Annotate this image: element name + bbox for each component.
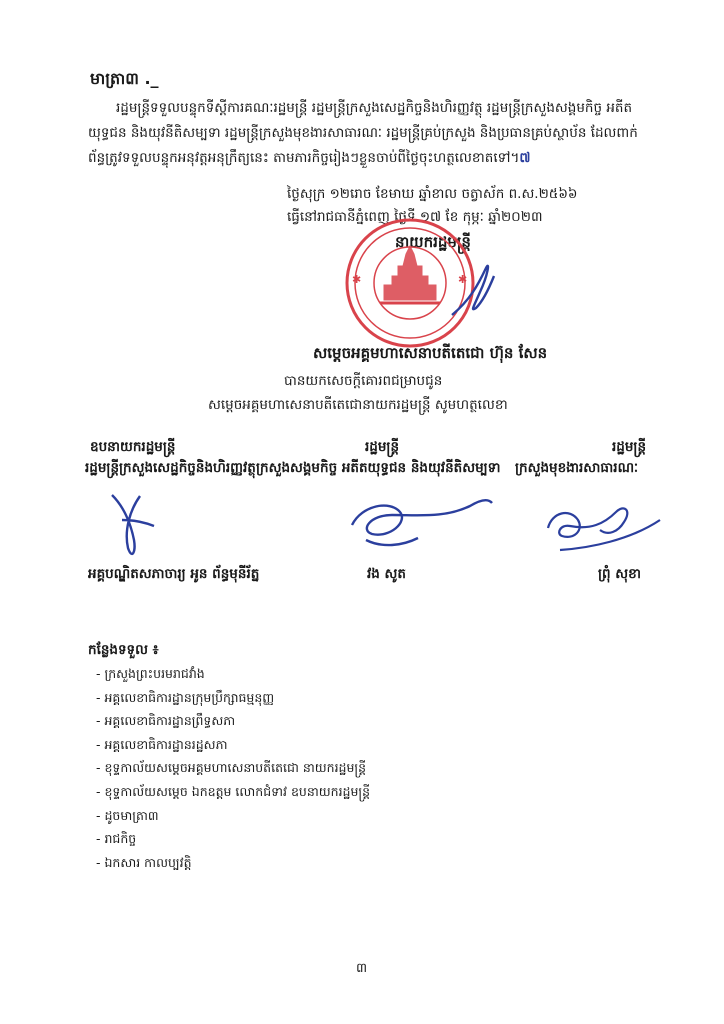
- list-item: - អគ្គលេខាធិការដ្ឋានព្រឹទ្ធសភា: [96, 709, 370, 733]
- royal-seal: [347, 220, 473, 346]
- list-item: - ខុទ្ទកាល័យសម្តេចអគ្គមហាសេនាបតីតេជោ នាយករដ្ឋមន្ត្រី: [96, 756, 370, 780]
- handwritten-number: ៧: [519, 150, 531, 166]
- page-number: ៣: [356, 961, 368, 976]
- lunar-date: ថ្ងៃសុក្រ ១២រោច ខែមាឃ ឆ្នាំខាល ចត្វាស័ក ព.ស.២៥៦៦: [287, 186, 578, 202]
- signatory-2-title: រដ្ឋមន្ត្រី: [365, 439, 400, 455]
- signatory-1-title: ឧបនាយករដ្ឋមន្ត្រី: [90, 439, 176, 455]
- signature-2: [352, 500, 492, 545]
- submission-line-2: សម្តេចអគ្គមហាសេនាបតីតេជោនាយករដ្ឋមន្ត្រី សូមហត្ថលេខា: [208, 397, 508, 413]
- submission-line-1: បានយកសេចក្តីគោរពជម្រាបជូន: [284, 373, 443, 389]
- list-item: - អគ្គលេខាធិការដ្ឋានក្រុមប្រឹក្សាធម្មនុញ្ញ: [96, 686, 370, 710]
- svg-text:✱: ✱: [458, 273, 468, 286]
- article-body-text: រដ្ឋមន្ត្រីទទួលបន្ទុកទីស្តីការគណៈរដ្ឋមន្ត្រី រដ្ឋមន្ត្រីក្រសួងសេដ្ឋកិច្ចនិងហិរញ្ញវត្ថុ រដ្ឋមន្ត្រីក្រសួងសង្គមកិច្ច អតីតយុទ្ធជន និងយុវនីតិសម្បទា រដ្ឋមន្ត្រីក្រសួងមុខងារសាធារណៈ រដ្ឋមន្ត្រីគ្រប់ក្រសួង និងប្រធានគ្រប់ស្ថាប័ន ដែលពាក់ព័ន្ធត្រូវទទួលបន្ទុកអនុវត្តអនុក្រឹត្យនេះ តាមភារកិច្ចរៀងៗខ្លួនចាប់ពីថ្ងៃចុះហត្ថលេខាតទៅ។: [88, 100, 638, 166]
- signature-1: [112, 495, 154, 554]
- prime-minister-name: សម្តេចអគ្គមហាសេនាបតីតេជោ ហ៊ុន សែន: [313, 344, 548, 362]
- list-item: - ក្រសួងព្រះបរមរាជវាំង: [96, 662, 370, 686]
- recipients-list: [96, 662, 370, 874]
- list-item: - ឯកសារ កាលប្បវត្តិ: [96, 851, 370, 875]
- recipients-heading: កន្លែងទទួល ៖: [88, 642, 159, 658]
- signature-3: [548, 508, 660, 550]
- list-item: - ដូចមាត្រា៣: [96, 804, 370, 828]
- signatory-1-ministry: រដ្ឋមន្ត្រីក្រសួងសេដ្ឋកិច្ចនិងហិរញ្ញវត្ថុ: [85, 460, 256, 476]
- signatory-3-name: ព្រុំ សុខា: [598, 566, 641, 582]
- solar-date: ធ្វើនៅរាជធានីភ្នំពេញ ថ្ងៃទី ១៧ ខែ កុម្ភៈ ឆ្នាំ២០២៣: [287, 209, 543, 225]
- signatory-2-name: វង សូត: [367, 566, 406, 582]
- signatory-3-title: រដ្ឋមន្ត្រី: [612, 439, 647, 455]
- list-item: - អគ្គលេខាធិការដ្ឋានរដ្ឋសភា: [96, 733, 370, 757]
- signatory-2-ministry: ក្រសួងសង្គមកិច្ច អតីតយុទ្ធជន និងយុវនីតិសម្បទា: [256, 460, 501, 476]
- signatory-1-name: អគ្គបណ្ឌិតសភាចារ្យ អូន ព័ន្ធមុនីរ័ត្ន: [88, 566, 260, 582]
- article-heading: មាត្រា៣ ._: [90, 69, 159, 88]
- list-item: - ខុទ្ទកាល័យសម្តេច ឯកឧត្តម លោកជំទាវ ឧបនាយករដ្ឋមន្ត្រី: [96, 780, 370, 804]
- signatory-3-ministry: ក្រសួងមុខងារសាធារណៈ: [515, 460, 639, 476]
- prime-minister-title: នាយករដ្ឋមន្ត្រី: [395, 233, 471, 251]
- svg-text:✱: ✱: [352, 273, 362, 286]
- list-item: - រាជកិច្ច: [96, 827, 370, 851]
